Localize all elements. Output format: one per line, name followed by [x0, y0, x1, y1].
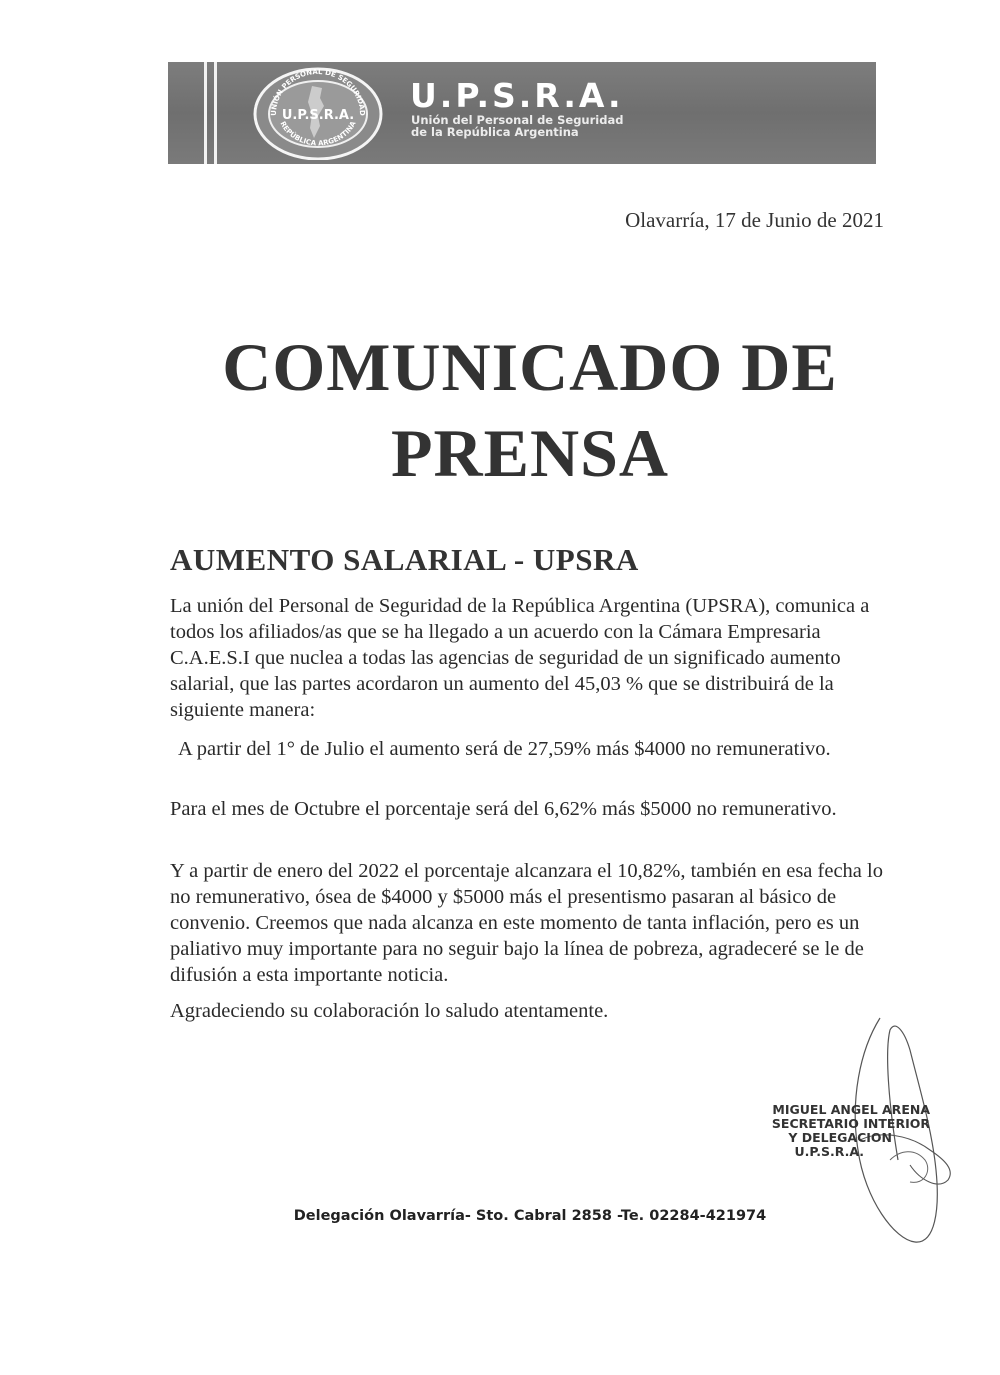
body-paragraph-intro: La unión del Personal de Seguridad de la República Argentina (UPSRA), comunica a todos los afiliados/as que se ha llegado a un acuerdo con la Cámara Empresaria C.A.E.S.I que nuclea a todas las agencias de seguridad de un significado aumento salarial, que las partes acordaron un aumento del 45,03 % que se distribuirá de la siguiente manera: — [170, 595, 870, 721]
banner-stripe — [214, 62, 217, 164]
footer-address: Delegación Olavarría- Sto. Cabral 2858 -Te. 02284-421974 — [293, 1208, 767, 1224]
signatory-stamp — [700, 1103, 930, 1159]
org-acronym: U.P.S.R.A. — [410, 76, 624, 115]
signatory-role-line2: Y DELEGACION — [788, 1130, 892, 1145]
body-paragraph-july: A partir del 1° de Julio el aumento será de 27,59% más $4000 no remunerativo. — [178, 738, 831, 760]
svg-text:U.P.S.R.A.: U.P.S.R.A. — [281, 108, 355, 123]
body-paragraph-january: Y a partir de enero del 2022 el porcentaje alcanzara el 10,82%, también en esa fecha lo no remunerativo, ósea de $4000 y $5000 más el presentismo pasaran al básico de convenio. Creemos que nada alcanza en este momento de tanta inflación, pero es un paliativo muy importante para no seguir bajo la línea de pobreza, agradeceré se le de difusión a esta importante noticia. — [170, 860, 883, 986]
body-paragraph-october: Para el mes de Octubre el porcentaje será del 6,62% más $5000 no remunerativo. — [170, 798, 837, 820]
union-seal-logo — [252, 66, 384, 160]
org-fullname — [411, 114, 623, 138]
letterhead-banner — [168, 62, 876, 164]
section-heading: AUMENTO SALARIAL - UPSRA — [170, 542, 639, 577]
closing-paragraph: Agradeciendo su colaboración lo saludo atentamente. — [170, 1000, 609, 1022]
svg-text:UNIÓN PERSONAL DE SEGURIDAD: UNIÓN PERSONAL DE SEGURIDAD — [269, 67, 367, 116]
signatory-role-line1: SECRETARIO INTERIOR — [771, 1116, 930, 1131]
org-fullname-line2: de la República Argentina — [411, 125, 579, 139]
org-fullname-line1: Unión del Personal de Seguridad — [411, 113, 624, 127]
document-title-line1: COMUNICADO DE — [222, 329, 838, 405]
svg-text:REPÚBLICA ARGENTINA: REPÚBLICA ARGENTINA — [278, 120, 358, 148]
document-title-line2: PRENSA — [390, 415, 670, 491]
banner-stripe — [204, 62, 207, 164]
signatory-name: MIGUEL ANGEL ARENA — [772, 1102, 930, 1117]
date-line: Olavarría, 17 de Junio de 2021 — [625, 208, 884, 232]
signatory-org: U.P.S.R.A. — [794, 1144, 864, 1159]
